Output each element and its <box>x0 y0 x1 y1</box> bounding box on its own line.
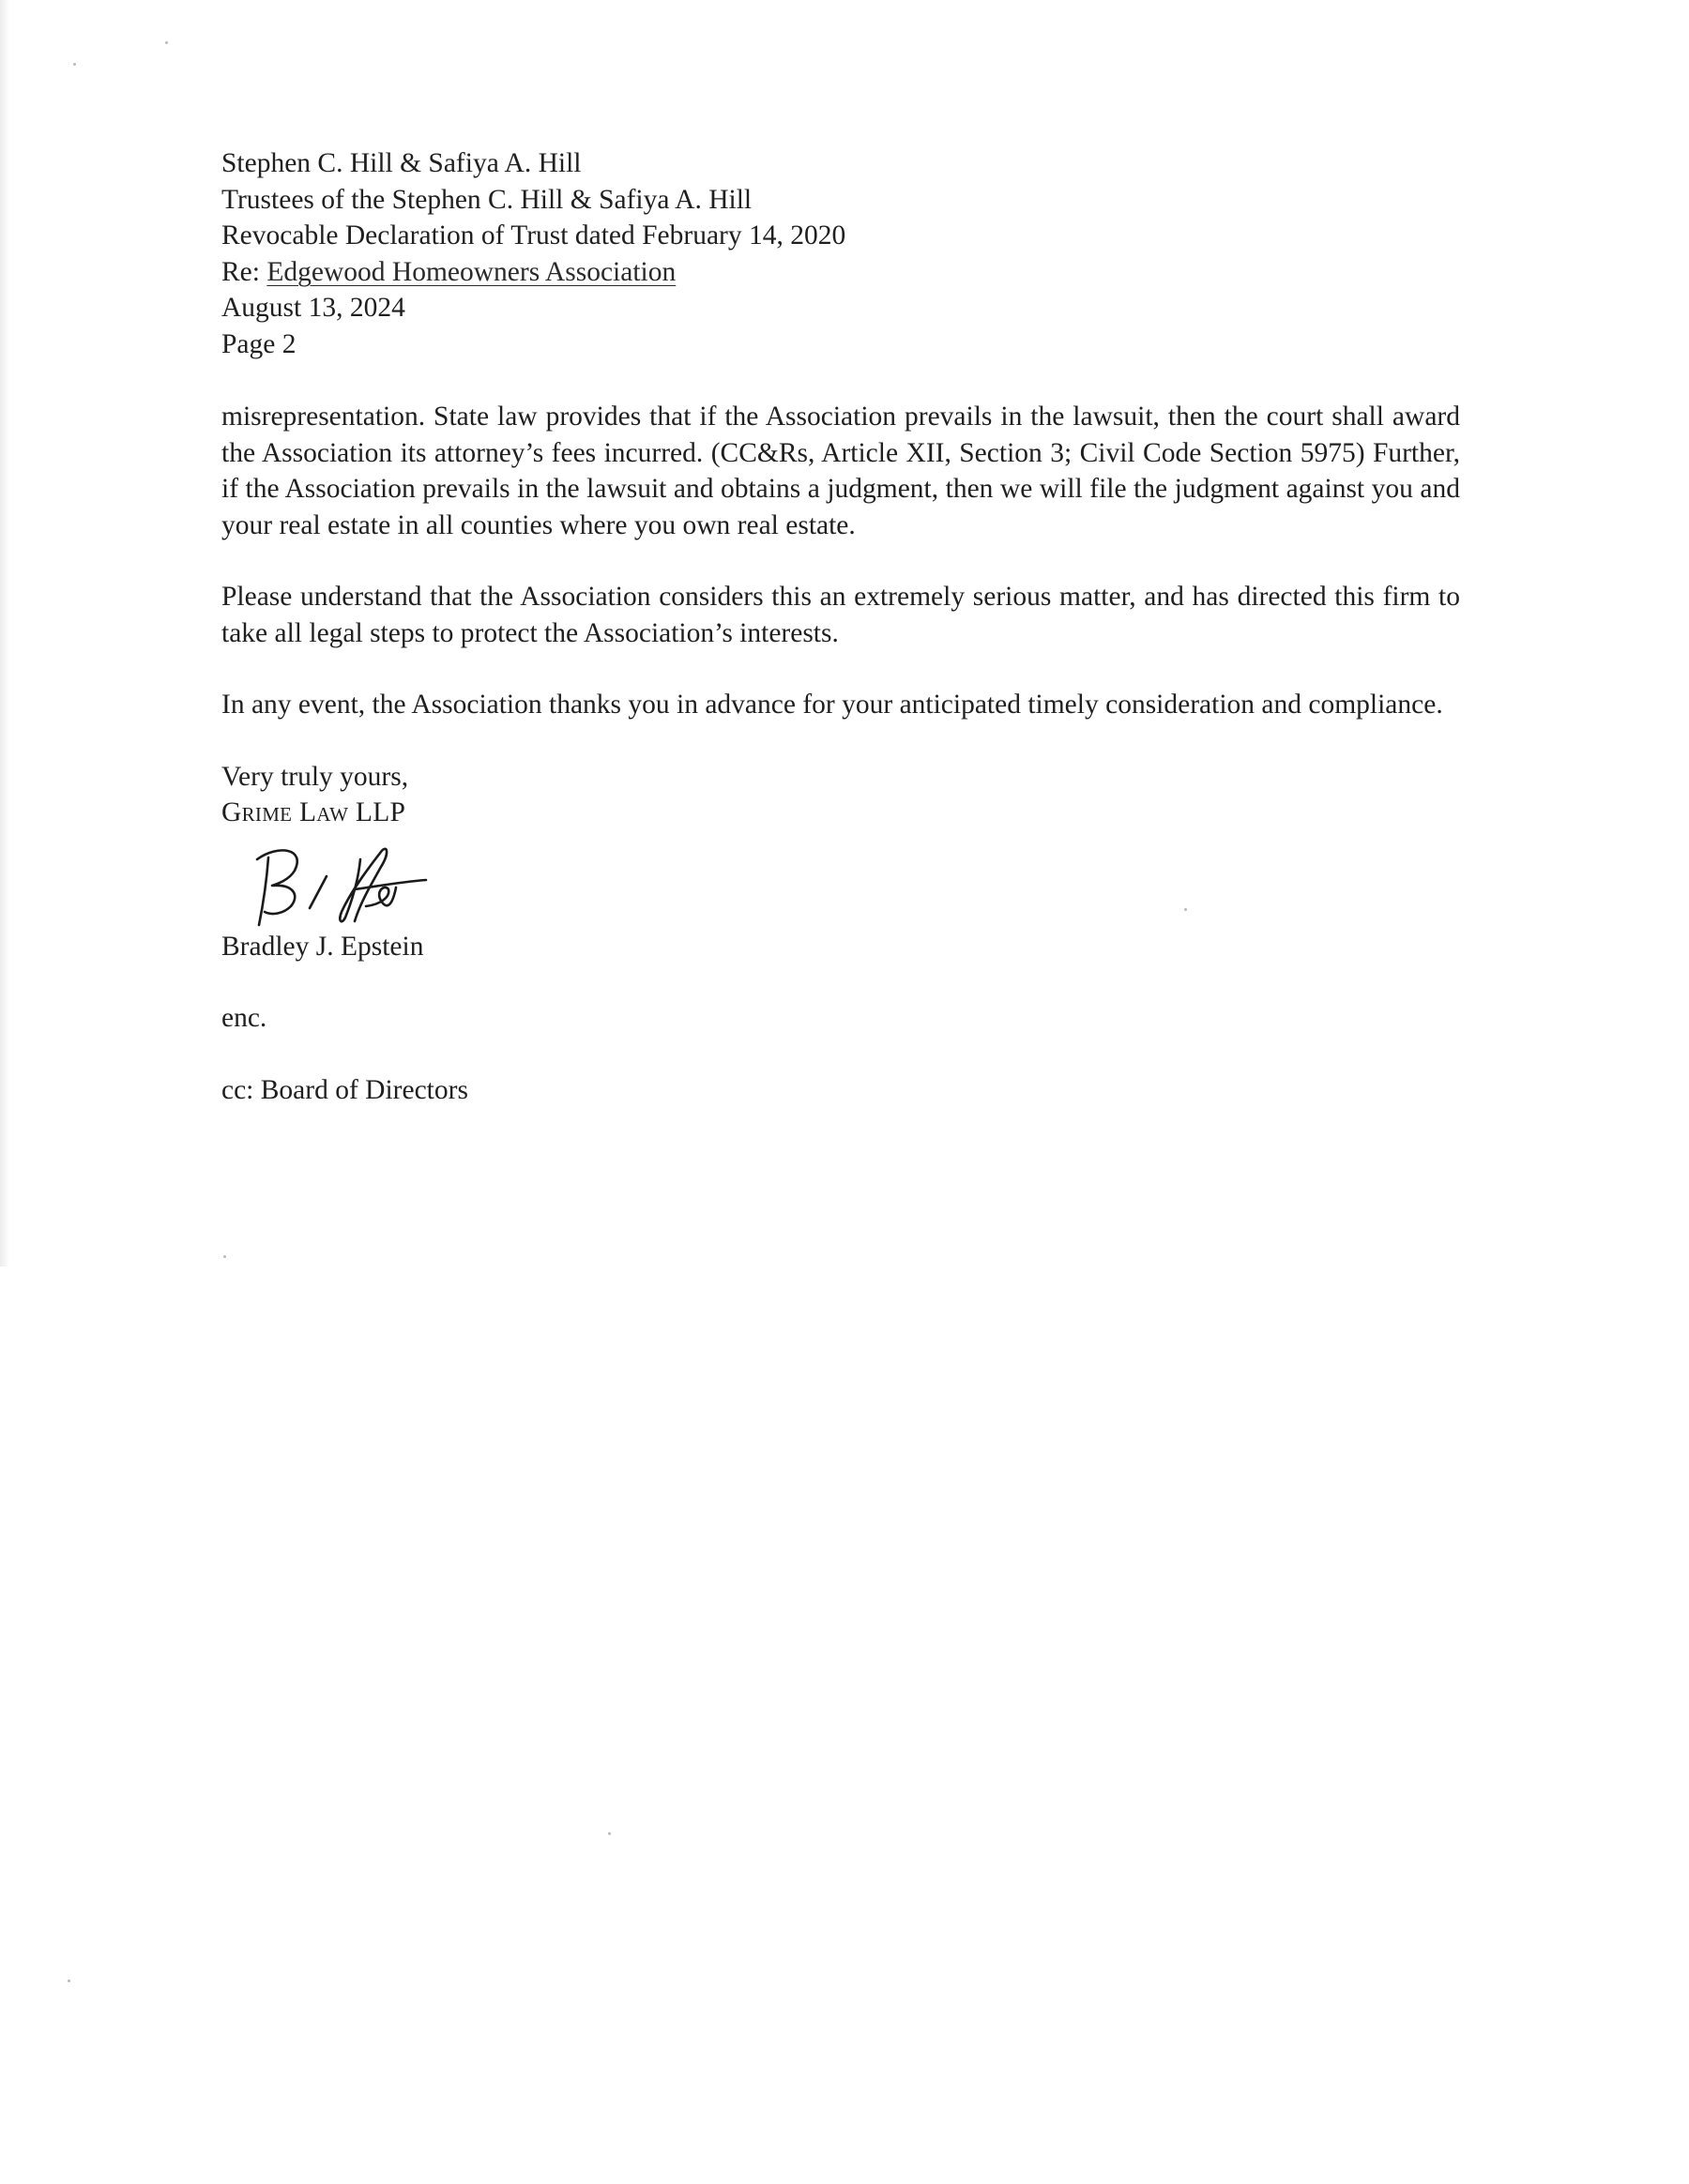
scan-speck <box>608 1832 611 1835</box>
paragraph-attorney-fees: misrepresentation. State law provides that if the Association prevails in the lawsuit, then the court shall award the Association its attorney’s fees incurred. (CC&Rs, Article XII, Section 3; Civil Code Section 5975) Further, if the Association prevails in the lawsuit and obtains a judgment, then we will file the judgment against you and your real estate in all counties where you own real estate. <box>221 402 1460 540</box>
continuation-header <box>221 145 1460 362</box>
page-number: Page 2 <box>221 328 297 359</box>
closing-block <box>221 759 1460 965</box>
paragraph-serious-matter: Please understand that the Association considers this an extremely serious matter, and has directed this firm to take all legal steps to protect the Association’s interests. <box>221 582 1460 648</box>
scan-speck <box>73 63 76 66</box>
letter-body <box>221 145 1460 1108</box>
scan-speck <box>165 41 168 44</box>
closing-salutation: Very truly yours, <box>221 761 409 792</box>
recipient-names: Stephen C. Hill & Safiya A. Hill <box>221 148 582 178</box>
letter-date: August 13, 2024 <box>221 293 405 323</box>
enclosure-note: enc. <box>221 1003 267 1033</box>
paragraph-thanks: In any event, the Association thanks you in advance for your anticipated timely consideration and compliance. <box>221 690 1443 720</box>
recipient-trustees: Trustees of the Stephen C. Hill & Safiya A. Hill <box>221 184 753 215</box>
handwritten-signature <box>240 831 456 934</box>
cc-line: cc: Board of Directors <box>221 1074 468 1105</box>
scan-speck <box>223 1255 226 1258</box>
re-subject-link[interactable]: Edgewood Homeowners Association <box>266 256 677 287</box>
signer-name: Bradley J. Epstein <box>221 931 424 962</box>
recipient-trust-name: Revocable Declaration of Trust dated February 14, 2020 <box>221 220 846 250</box>
re-prefix: Re: <box>221 256 267 287</box>
scan-speck <box>68 1979 70 1982</box>
firm-name: Grime Law LLP <box>221 797 406 827</box>
re-line <box>221 254 1460 291</box>
scan-shadow-edge <box>0 0 9 1266</box>
